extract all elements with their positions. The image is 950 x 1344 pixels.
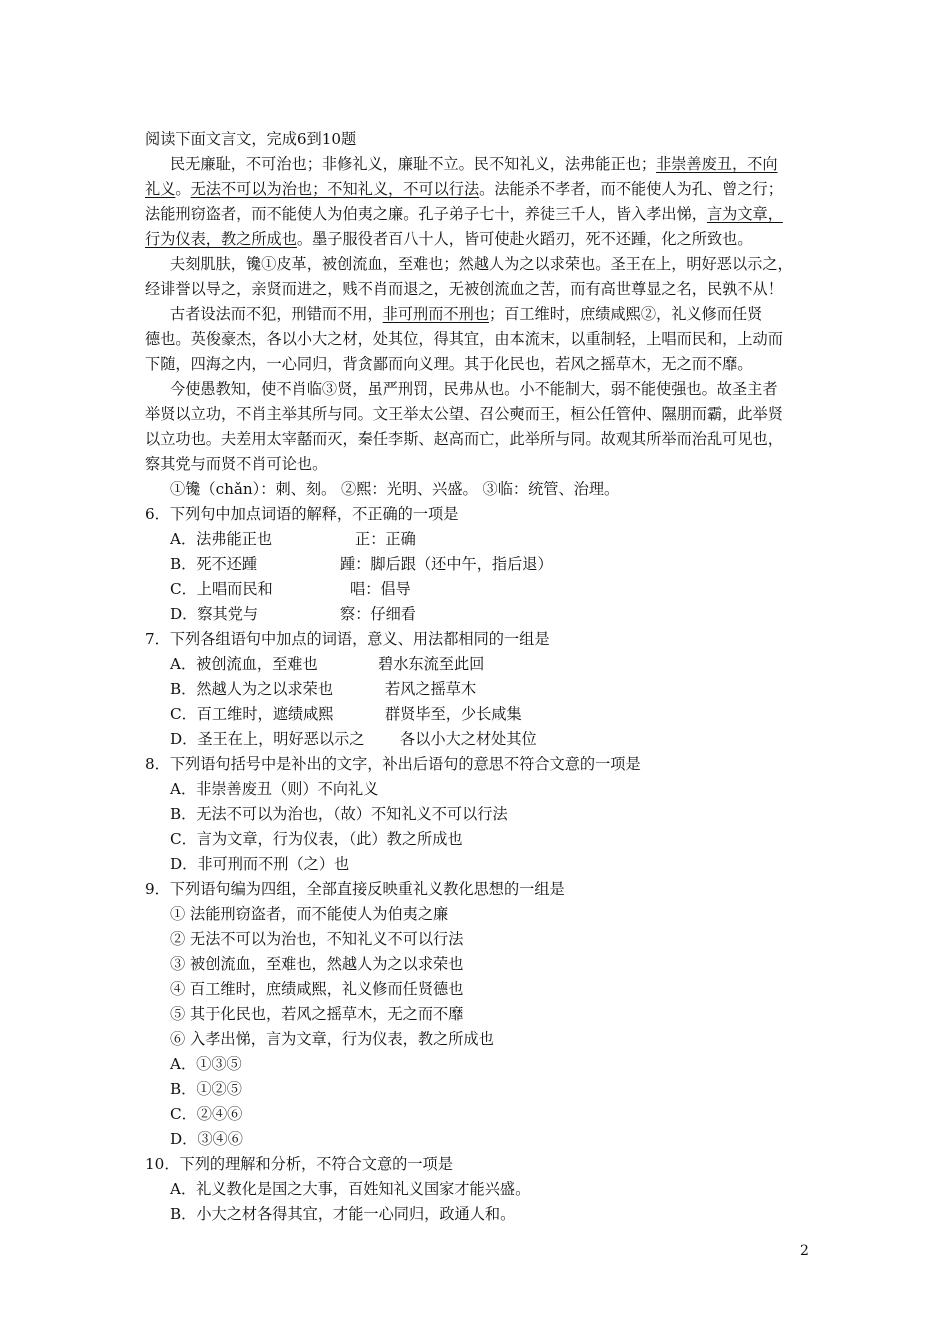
question-10-option: A．礼义教化是国之大事，百姓知礼义国家才能兴盛。 bbox=[170, 1180, 531, 1198]
question-9-option: B．①②⑤ bbox=[170, 1080, 242, 1098]
passage-line: 行为仪表，教之所成也。墨子服役者百八十人，皆可使赴火蹈刃，死不还踵，化之所致也。 bbox=[145, 230, 753, 248]
question-9-option: A．①③⑤ bbox=[170, 1055, 242, 1073]
question-7-option: A．被创流血，至难也 bbox=[170, 655, 318, 673]
passage-line: 察其党与而贤不肖可论也。 bbox=[145, 455, 328, 473]
passage-line: 法能刑窃盗者，而不能使人为伯夷之廉。孔子弟子七十，养徒三千人，皆入孝出悌，言为文章， bbox=[145, 205, 783, 223]
question-7-option: B．然越人为之以求荣也 bbox=[170, 680, 334, 698]
passage-line: 今使愚教知，使不肖临③贤，虽严刑罚，民弗从也。小不能制大，弱不能使强也。故圣主者 bbox=[170, 380, 778, 398]
question-7-option: D．圣王在上，明好恶以示之 bbox=[170, 730, 365, 748]
passage-line: 举贤以立功，不肖主举其所与同。文王举太公望、召公奭而王，桓公任管仲、隰朋而霸，此举贤 bbox=[145, 405, 783, 423]
question-7-option: C．百工维时，遮绩咸熙 bbox=[170, 705, 334, 723]
underlined-sentence: 礼义 bbox=[145, 180, 176, 198]
question-10-stem: 10．下列的理解和分析，不符合文意的一项是 bbox=[145, 1155, 453, 1173]
underlined-sentence: 行为仪表，教之所成也 bbox=[145, 230, 297, 248]
passage-line: 古者设法而不犯，刑错而不用，非可刑而不刑也；百工维时，庶绩咸熙②，礼义修而任贤 bbox=[170, 305, 763, 323]
question-6-gloss: 察：仔细看 bbox=[340, 605, 416, 623]
question-9-item: ② 无法不可以为治也，不知礼义不可以行法 bbox=[170, 930, 464, 948]
underlined-sentence: 言为文章， bbox=[706, 205, 783, 223]
question-7-comparison: 群贤毕至，少长咸集 bbox=[385, 705, 522, 723]
question-9-item: ⑤ 其于化民也，若风之摇草木，无之而不靡 bbox=[170, 1005, 464, 1023]
question-6-option: A．法弗能正也 bbox=[170, 530, 273, 548]
question-9-stem: 9．下列语句编为四组，全部直接反映重礼义教化思想的一组是 bbox=[145, 880, 565, 898]
passage-line: 夫刻肌肤，镵①皮革，被创流血，至难也；然越人为之以求荣也。圣王在上，明好恶以示之， bbox=[170, 255, 793, 273]
question-7-stem: 7．下列各组语句中加点的词语，意义、用法都相同的一组是 bbox=[145, 630, 550, 648]
passage-line: 德也。英俊豪杰，各以小大之材，处其位，得其宜，由本流末，以重制轻，上唱而民和，上动而 bbox=[145, 330, 783, 348]
question-6-stem: 6．下列句中加点词语的解释，不正确的一项是 bbox=[145, 505, 459, 523]
footnotes: ①镵（chǎn）：刺、刻。 ②熙：光明、兴盛。 ③临：统管、治理。 bbox=[170, 480, 620, 498]
underlined-sentence: 无法不可以为治也；不知礼义，不可以行法 bbox=[190, 180, 480, 198]
question-6-gloss: 唱：倡导 bbox=[350, 580, 411, 598]
question-8-option: D．非可刑而不刑（之）也 bbox=[170, 855, 350, 873]
question-9-option: C．②④⑥ bbox=[170, 1105, 243, 1123]
question-10-option: B．小大之材各得其宜，才能一心同归，政通人和。 bbox=[170, 1205, 516, 1223]
passage-line: 礼义。无法不可以为治也；不知礼义，不可以行法。法能杀不孝者，而不能使人为孔、曾之行； bbox=[145, 180, 783, 198]
question-9-item: ① 法能刑窃盗者，而不能使人为伯夷之廉 bbox=[170, 905, 449, 923]
passage-line: 经诽誉以导之，亲贤而进之，贱不肖而退之，无被创流血之苦，而有高世尊显之名，民孰不从！ bbox=[145, 280, 783, 298]
instruction: 阅读下面文言文，完成6到10题 bbox=[145, 130, 357, 148]
question-6-gloss: 正：正确 bbox=[355, 530, 416, 548]
question-7-comparison: 各以小大之材处其位 bbox=[400, 730, 537, 748]
question-9-item: ③ 被创流血，至难也，然越人为之以求荣也 bbox=[170, 955, 464, 973]
question-9-item: ④ 百工维时，庶绩咸熙，礼义修而任贤德也 bbox=[170, 980, 464, 998]
passage-line: 以立功也。夫差用太宰嚭而灭，秦任李斯、赵高而亡，此举所与同。故观其所举而治乱可见也， bbox=[145, 430, 783, 448]
question-7-comparison: 若风之摇草木 bbox=[385, 680, 477, 698]
passage-line: 下随，四海之内，一心同归，背贪鄙而向义理。其于化民也，若风之摇草木，无之而不靡。 bbox=[145, 355, 753, 373]
passage-line: 民无廉耻，不可治也；非修礼义，廉耻不立。民不知礼义，法弗能正也；非崇善废丑，不向 bbox=[170, 155, 778, 173]
question-6-gloss: 踵：脚后跟（还中午，指后退） bbox=[340, 555, 553, 573]
question-6-option: B．死不还踵 bbox=[170, 555, 258, 573]
underlined-sentence: 非崇善废丑，不向 bbox=[656, 155, 778, 173]
question-9-item: ⑥ 入孝出悌，言为文章，行为仪表，教之所成也 bbox=[170, 1030, 494, 1048]
question-6-option: C．上唱而民和 bbox=[170, 580, 273, 598]
underlined-sentence: 非可刑而不刑也 bbox=[382, 305, 489, 323]
question-7-comparison: 碧水东流至此回 bbox=[378, 655, 485, 673]
question-6-option: D．察其党与 bbox=[170, 605, 259, 623]
question-8-stem: 8．下列语句括号中是补出的文字，补出后语句的意思不符合文意的一项是 bbox=[145, 755, 641, 773]
question-8-option: B．无法不可以为治也，（故）不知礼义不可以行法 bbox=[170, 805, 508, 823]
page-number: 2 bbox=[800, 1243, 809, 1259]
question-9-option: D．③④⑥ bbox=[170, 1130, 243, 1148]
question-8-option: C．言为文章，行为仪表，（此）教之所成也 bbox=[170, 830, 463, 848]
question-8-option: A．非崇善废丑（则）不向礼义 bbox=[170, 780, 379, 798]
